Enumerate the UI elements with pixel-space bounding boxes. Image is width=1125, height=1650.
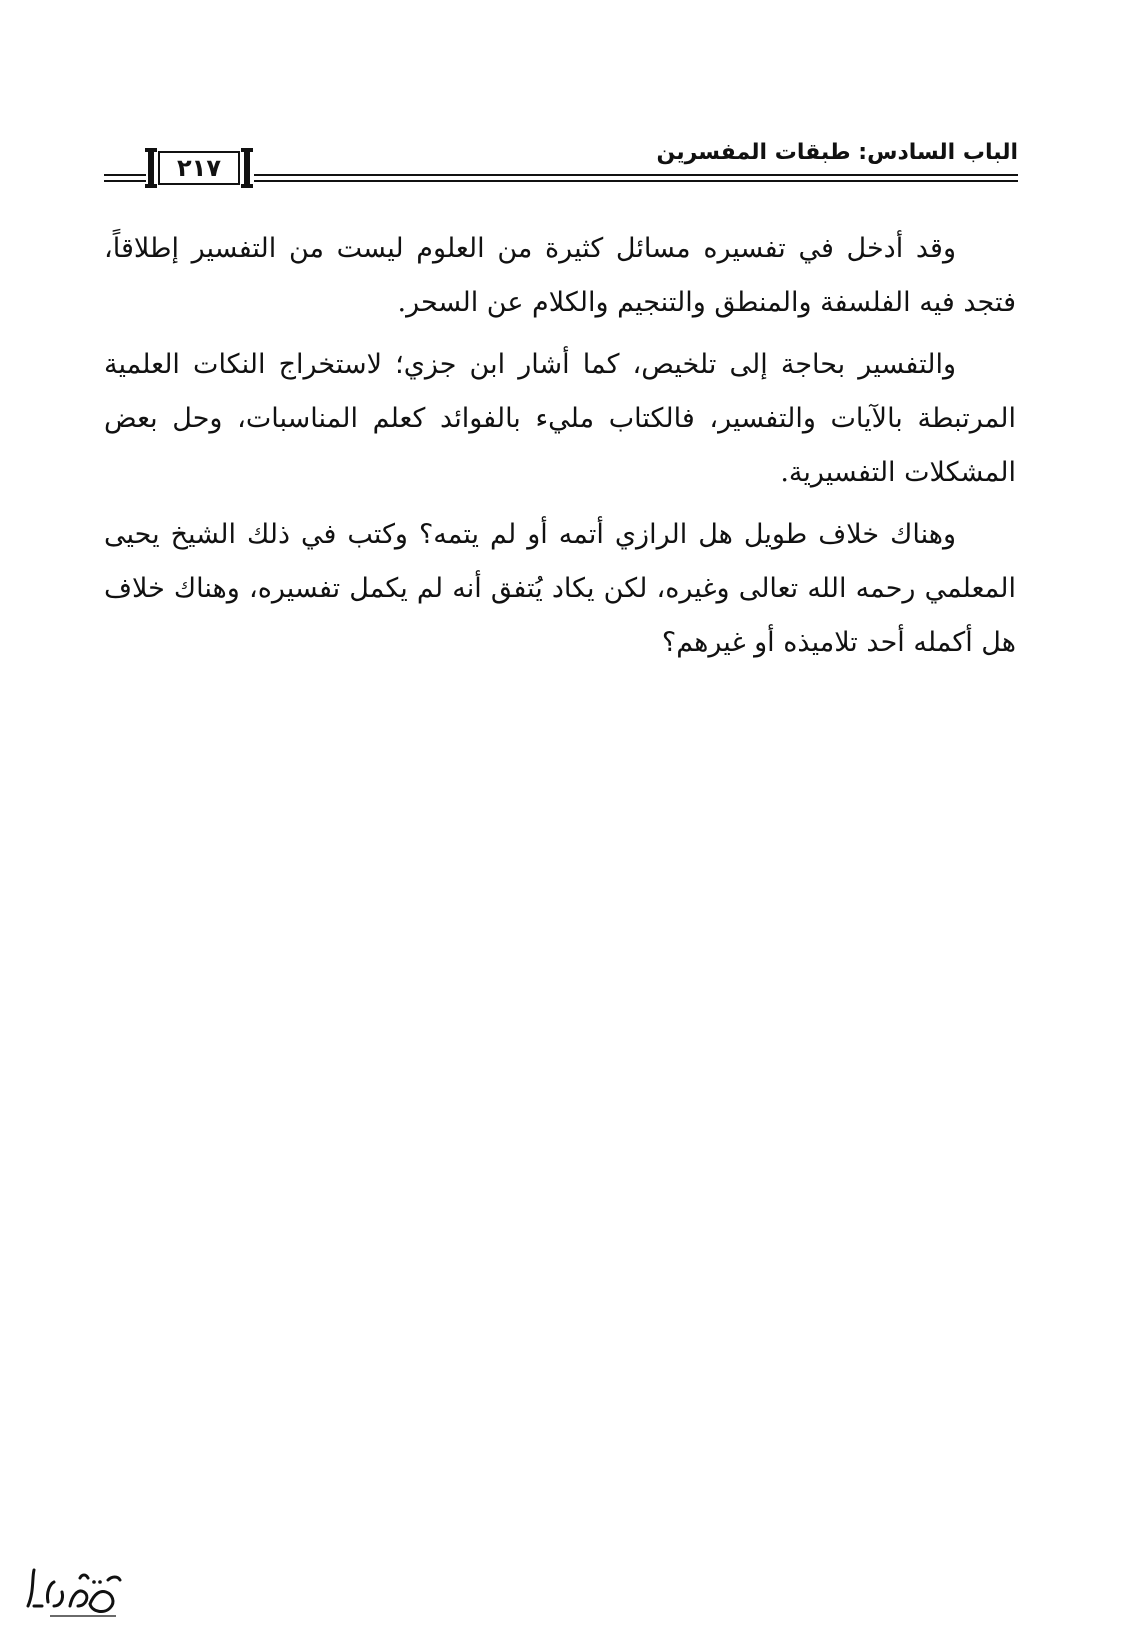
running-title: الباب السادس: طبقات المفسرين xyxy=(656,140,1018,165)
frame-cap xyxy=(145,184,157,188)
page-body xyxy=(104,222,1016,678)
page-number-frame xyxy=(148,148,250,188)
frame-cap xyxy=(145,148,157,152)
header-left-rule-top xyxy=(104,174,146,176)
page-number: ٢١٧ xyxy=(158,151,240,185)
frame-cap xyxy=(241,148,253,152)
paragraph: وهناك خلاف طويل هل الرازي أتمه أو لم يتمه؟ وكتب في ذلك الشيخ يحيى المعلمي رحمه الله تعالى وغيره، لكن يكاد يُتفق أنه لم يكمل تفسيره، وهناك خلاف هل أكمله أحد تلاميذه أو غيرهم؟ xyxy=(104,519,1016,658)
frame-post-left xyxy=(148,148,154,188)
page-header xyxy=(104,138,1018,190)
publisher-logo xyxy=(20,1562,130,1622)
paragraph: وقد أدخل في تفسيره مسائل كثيرة من العلوم ليست من التفسير إطلاقاً، فتجد فيه الفلسفة والمنطق والتنجيم والكلام عن السحر. xyxy=(104,233,1016,318)
header-rule-bottom xyxy=(254,180,1018,182)
frame-cap xyxy=(241,184,253,188)
paragraph: والتفسير بحاجة إلى تلخيص، كما أشار ابن جزي؛ لاستخراج النكات العلمية المرتبطة بالآيات والتفسير، فالكتاب مليء بالفوائد كعلم المناسبات، وحل بعض المشكلات التفسيرية. xyxy=(104,349,1016,488)
frame-post-right xyxy=(244,148,250,188)
header-left-rule-bottom xyxy=(104,180,146,182)
header-rule-top xyxy=(254,174,1018,176)
calligraphy-logo-icon xyxy=(20,1562,130,1622)
